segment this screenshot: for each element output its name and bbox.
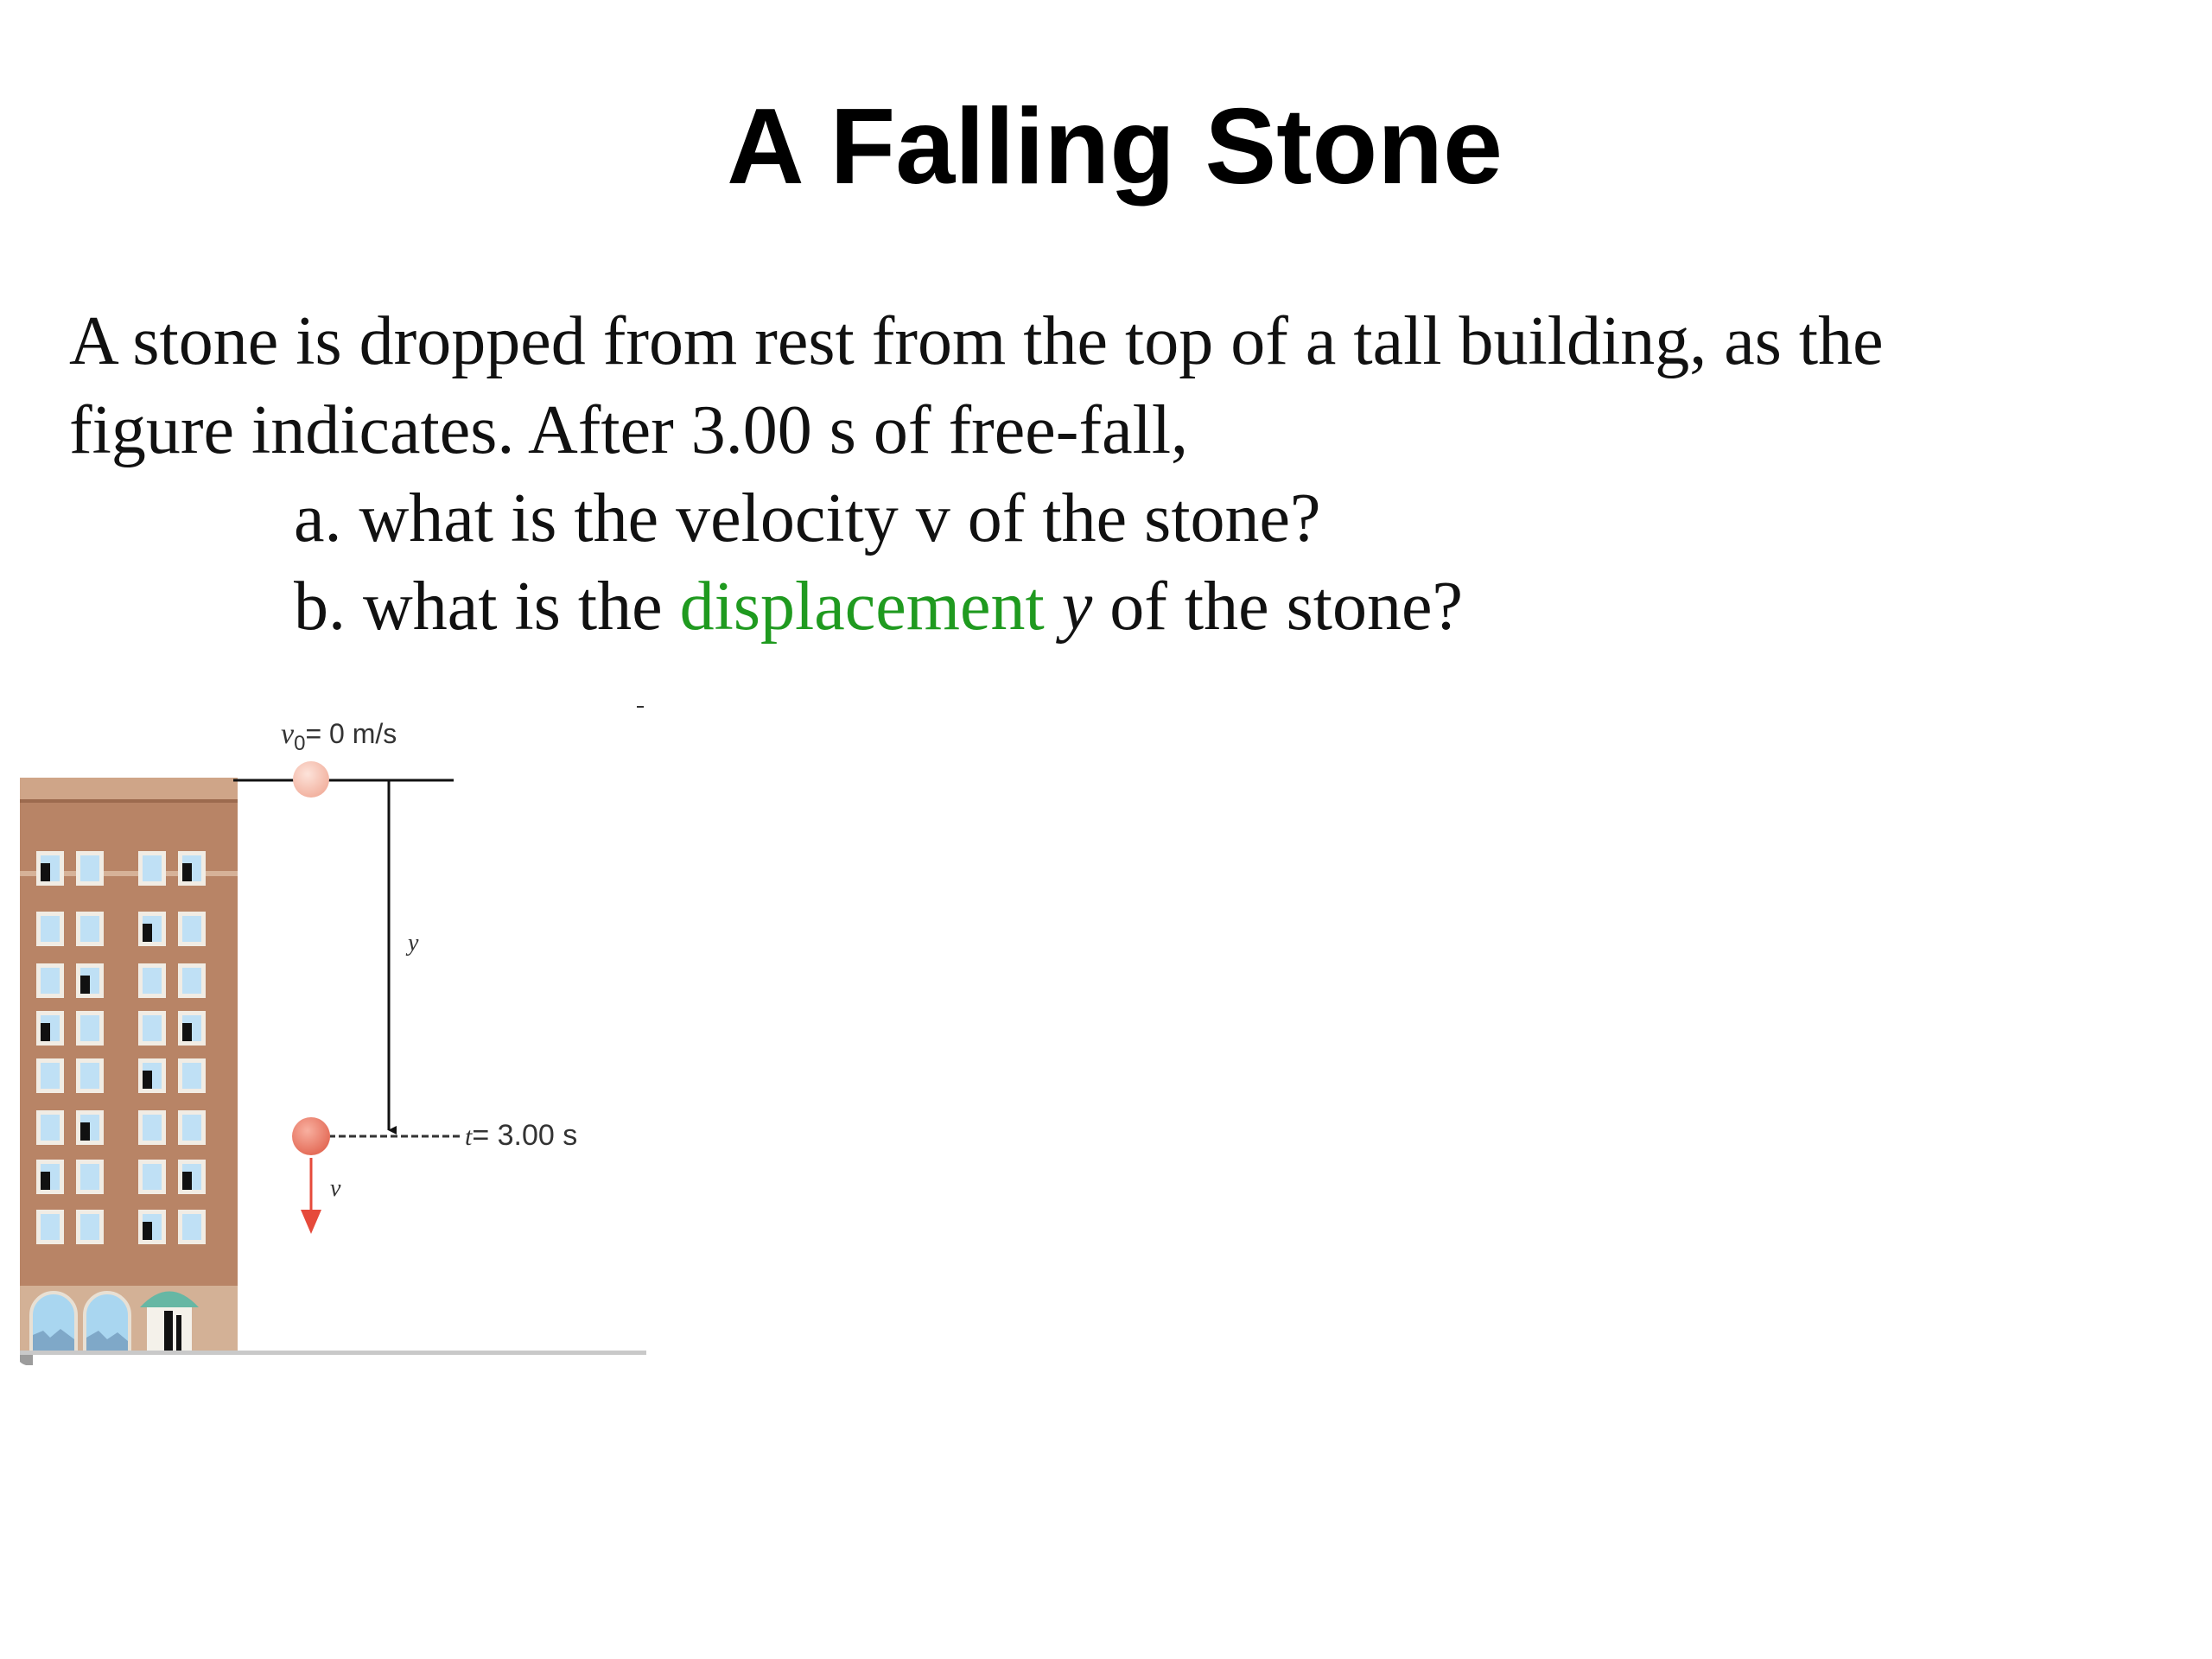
- window-shade: [143, 1071, 152, 1089]
- window-shade: [143, 1222, 152, 1240]
- v-label: v: [330, 1175, 341, 1202]
- building: [20, 778, 238, 1355]
- window-shade: [182, 1172, 192, 1190]
- window-pane: [182, 968, 201, 994]
- window-pane: [143, 1015, 162, 1041]
- window-pane: [41, 916, 60, 942]
- y-label: y: [408, 930, 419, 957]
- window-pane: [80, 1063, 99, 1089]
- window-pane: [182, 1214, 201, 1240]
- problem-line-2: figure indicates. After 3.00 s of free-fall,: [69, 392, 1189, 468]
- slide-title: A Falling Stone: [727, 87, 1503, 207]
- building-cornice: [20, 778, 238, 802]
- window-pane: [41, 1214, 60, 1240]
- window-pane: [80, 916, 99, 942]
- window-pane: [182, 1063, 201, 1089]
- window-shade: [182, 1023, 192, 1041]
- window-pane: [182, 916, 201, 942]
- problem-line-1: A stone is dropped from rest from the top of a tall building, as the: [69, 303, 1884, 379]
- window-pane: [41, 1063, 60, 1089]
- time-label: t= 3.00 s: [465, 1119, 578, 1152]
- window-pane: [80, 855, 99, 881]
- window-pane: [143, 1115, 162, 1141]
- stone-after-fall: [292, 1117, 330, 1155]
- window-pane: [80, 1164, 99, 1190]
- question-a: a. what is the velocity v of the stone?: [294, 480, 1321, 556]
- velocity-arrowhead: [301, 1210, 321, 1234]
- window-pane: [41, 1115, 60, 1141]
- stone-initial: [293, 761, 329, 798]
- window-shade: [41, 1172, 50, 1190]
- falling-stone-figure: [17, 691, 648, 1365]
- question-b-prefix: b. what is the: [294, 569, 680, 645]
- window-pane: [143, 968, 162, 994]
- window-pane: [143, 855, 162, 881]
- window-shade: [41, 1023, 50, 1041]
- question-b: [294, 563, 1463, 650]
- window-shade: [80, 976, 90, 994]
- window-shade: [80, 1122, 90, 1141]
- window-shade: [41, 863, 50, 881]
- question-b-suffix: of the stone?: [1092, 569, 1463, 645]
- window-pane: [182, 1115, 201, 1141]
- window-shade: [182, 863, 192, 881]
- window-pane: [80, 1015, 99, 1041]
- window-pane: [143, 1164, 162, 1190]
- v0-label: $v_0= 0$ m/s: [281, 718, 397, 755]
- window-pane: [80, 1214, 99, 1240]
- displacement-variable: y: [1061, 569, 1093, 645]
- window-shade: [143, 924, 152, 942]
- displacement-highlight: displacement: [679, 569, 1045, 645]
- ground-line: [20, 1351, 646, 1355]
- window-pane: [41, 968, 60, 994]
